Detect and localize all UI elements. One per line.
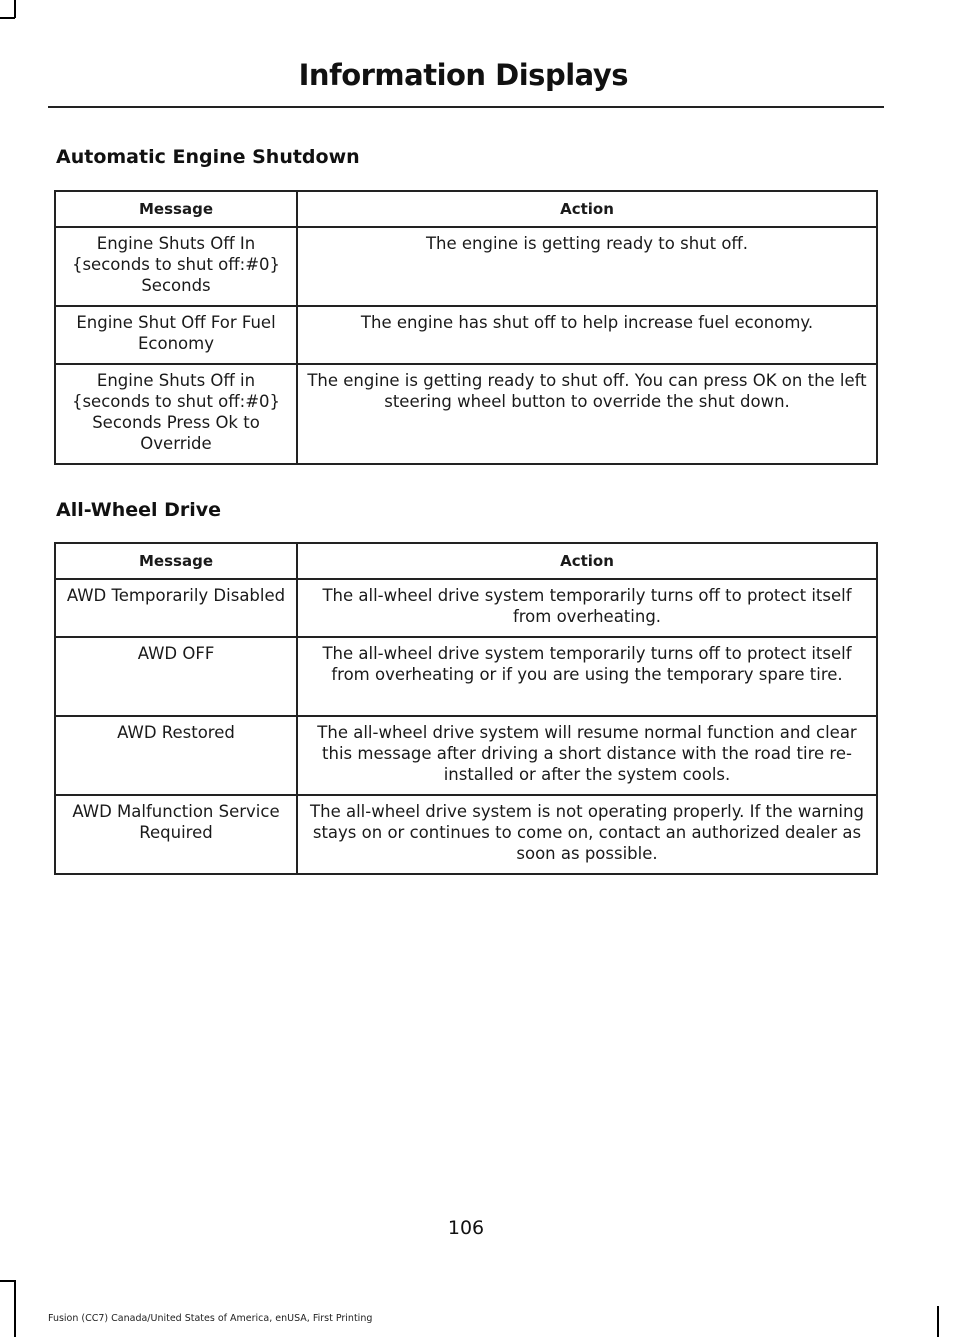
- crop-mark-bottom-right-vertical: [937, 1306, 939, 1337]
- table-row: [55, 716, 877, 795]
- section-heading-all-wheel-drive: All-Wheel Drive: [56, 499, 222, 521]
- crop-mark-top-left-horizontal: [0, 17, 15, 19]
- action-cell: The engine is getting ready to shut off.: [297, 227, 877, 306]
- table-row: [55, 579, 877, 637]
- message-cell: AWD OFF: [55, 637, 297, 716]
- chapter-title: Information Displays: [298, 58, 628, 92]
- table-row: [55, 227, 877, 306]
- all-wheel-drive-table: [54, 542, 878, 875]
- action-cell: The all-wheel drive system will resume normal function and clear this message after driving a short distance with the road tire re-installed or after the system cools.: [297, 716, 877, 795]
- crop-mark-bottom-left-horizontal: [0, 1280, 15, 1282]
- action-cell: The all-wheel drive system temporarily turns off to protect itself from overheating or if you are using the temporary spare tire.: [297, 637, 877, 716]
- message-cell: AWD Temporarily Disabled: [55, 579, 297, 637]
- message-cell: Engine Shut Off For Fuel Economy: [55, 306, 297, 364]
- action-cell: The engine is getting ready to shut off. You can press OK on the left steering wheel button to override the shut down.: [297, 364, 877, 464]
- crop-mark-bottom-left-vertical: [14, 1280, 16, 1337]
- table-row: [55, 637, 877, 716]
- table-row: [55, 364, 877, 464]
- message-cell: Engine Shuts Off In {seconds to shut off:#0} Seconds: [55, 227, 297, 306]
- column-header-message: Message: [55, 543, 297, 579]
- column-header-message: Message: [55, 191, 297, 227]
- crop-mark-top-left-vertical: [14, 0, 16, 18]
- action-cell: The all-wheel drive system temporarily turns off to protect itself from overheating.: [297, 579, 877, 637]
- column-header-action: Action: [297, 543, 877, 579]
- section-heading-automatic-engine-shutdown: Automatic Engine Shutdown: [56, 146, 360, 168]
- message-cell: AWD Malfunction Service Required: [55, 795, 297, 874]
- message-cell: AWD Restored: [55, 716, 297, 795]
- column-header-action: Action: [297, 191, 877, 227]
- table-row: [55, 795, 877, 874]
- header-divider: [48, 106, 884, 108]
- engine-shutdown-table: [54, 190, 878, 465]
- action-cell: The all-wheel drive system is not operating properly. If the warning stays on or continues to come on, contact an authorized dealer as soon as possible.: [297, 795, 877, 874]
- table-row: [55, 306, 877, 364]
- message-cell: Engine Shuts Off in {seconds to shut off:#0} Seconds Press Ok to Override: [55, 364, 297, 464]
- action-cell: The engine has shut off to help increase fuel economy.: [297, 306, 877, 364]
- table-header-row: [55, 543, 877, 579]
- table-header-row: [55, 191, 877, 227]
- print-info: Fusion (CC7) Canada/United States of America, enUSA, First Printing: [48, 1313, 373, 1324]
- page-number: 106: [447, 1217, 485, 1239]
